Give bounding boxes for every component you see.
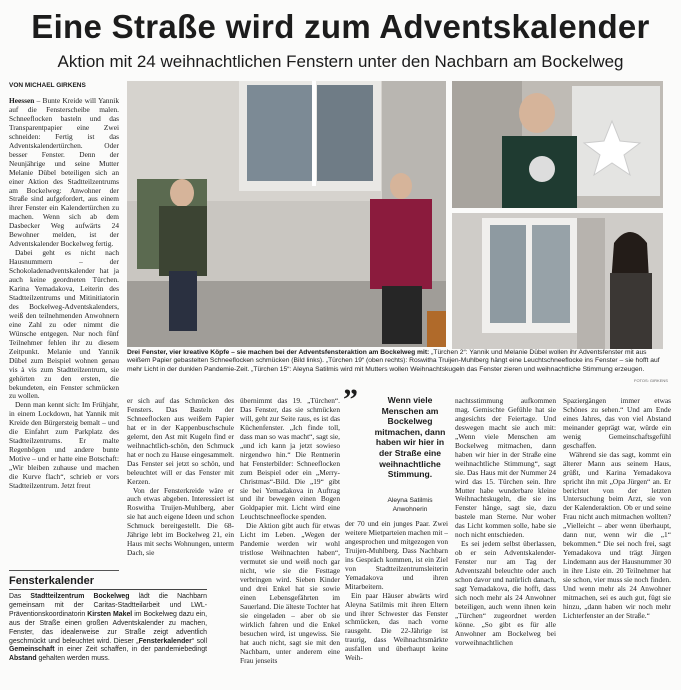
article-column-6	[563, 397, 671, 682]
paragraph: Von der Fensterkreide wäre er auch etwas abgeben. Interessiert ist Roswitha Truijen-Muhlberg, aber sie hat auch eigene Ideen und schon Schmuck bereitgestellt. Die 68-Jährige lebt im Bockelweg 21, ein Haus mit sechs Wohnungen, unterm Dach, sie	[127, 485, 234, 558]
dateline: Heessen	[9, 97, 35, 105]
paragraph: der 70 und ein junges Paar. Zwei weitere Mietparteien machen mit – angesprochen und mitgezogen von Truijen-Muhlberg. Dass Nachbarn ins Gespräch kommen, ist ein Ziel von Stadtteilzentrumsleiterin Yemadakova und ihren Mitarbeitern.	[345, 520, 448, 591]
photo-caption	[127, 349, 664, 374]
article-column-2	[127, 397, 234, 567]
article-column-1	[9, 97, 119, 567]
paragraph: Die Aktion gibt auch für etwas Licht im Leben. „Wegen der Pandemie werden wir wohl tristlose Weihnachten haben“, vermutet sie und weiß noch gar nicht, wie sie die Festtage verbringen wird. Sieben Kinder und drei Enkel hat sie sowie einen Lebensgefährten im Sauerland. Die älteste Tochter hat sie eingeladen – aber ob sie wirklich fahren und die Enkel besuchen wird, ist ungewiss. Sie hat auch nicht, sagt sie mit den Nachbarn, unter anderem eine Frau jenseits	[240, 521, 340, 665]
paragraph: Dabei geht es nicht nach Hausnummern – der Schokoladenadventskalender hat ja auch keine geordneten Türchen. Karina Yemadakova, Leiterin des Stadtteilzentrums und Mitinitiatorin des Bockelweg-Adventskalenders, weiß den teilnehmenden Anwohnern eine Zahl zu oder nimmt die Wünsche entgegen. Nur noch fünf Teilnehmer fehlen ihr zu diesem Zeitpunkt. Melanie und Yannik Dübel zum Beispiel wohnen genau vis à vis zum Stadtteilzentrum, sie gehörten zu den ersten, die bekundeten, ein Fenster schmücken zu wollen.	[9, 248, 119, 401]
divider	[9, 570, 119, 571]
article-column-3	[240, 397, 340, 682]
paragraph: nachtsstimmung aufkommen mag. Gemischte Gefühle hat sie angesichts der Feiertage. Und deswegen macht sie auch mit: „Wenn viele Menschen am Bockelweg mitmachen, dann haben wir hier in der Straße eine weihnachtliche Stimmung“, sagt sie. Das Haus mit der Nummer 24 wird das 15. Türchen sein. Ihre Mutter habe wunderbare kleine Weihnachtskugeln, die sie ins Fenster hänge, sagt sie, dazu bastele man Sterne. Nur woher das Licht kommen solle, habe sie noch nicht entschieden.	[455, 397, 556, 540]
quote-mark-icon: ”	[343, 383, 358, 416]
headline: Eine Straße wird zum Adventskalender	[31, 8, 650, 45]
divider	[9, 589, 207, 590]
photo-roswitha-window	[452, 81, 663, 208]
paragraph: übernimmt das 19. „Türchen“. Das Fenster, das sie schmücken will, geht zur Seite raus, es ist das Küchenfenster. „Ich finde toll, dass man so was macht“, sagt sie, „und ich kann ja jetzt sowieso nirgendwo hin.“ Die Rentnerin hat Fensterbilder: Schneeflocken zum Beispiel oder ein „Merry-Christmas“-Bild. Die „19“ gibt sie bei Yemadakova in Auftrag und ihr bewegen einen Bogen Goldpapier mit. Licht wird eine Leuchtschneeflocke spenden.	[240, 397, 340, 522]
photo-credit: FOTOS: GIRKENS	[634, 378, 668, 383]
caption-lead: Drei Fenster, vier kreative Köpfe – sie machen bei der Adventsfensteraktion am Bockelweg mit:	[127, 349, 430, 356]
paragraph: Ein paar Häuser abwärts wird Aleyna Satilmis mit ihren Eltern und ihrer Schwester das Fenster schmücken, das nach vorne rausgeht. Die 22-Jährige ist traurig, dass Weihnachtsmärkte ausfallen und überhaupt keine Weih-	[345, 590, 448, 663]
photo-aleyna-window	[452, 213, 663, 349]
paragraph: Während sie das sagt, kommt ein älterer Mann aus seinem Haus, grüßt, und Karina Yemadakova spricht ihn mit „Opa Jürgen“ an. Er berichtet von der letzten Untersuchung beim Arzt, sie von der Kalenderaktion. Ob er und seine Frau nicht auch mitmachen wollten? „Vielleicht – aber wenn überhaupt, dann nur, wenn wir die „1“ bekommen.“ Die sei noch frei, sagt Yemadakova und trägt Jürgen Lindemann aus der Hausnummer 30 in ihre Liste ein. 20 Teilnehmer hat sie schon, vier muss sie noch finden. Und wenn mehr als 24 Anwohner mitmachen, sei es auch gut, fügt sie hinzu, „dann haben wir noch mehr Lichterfenster an der Straße.“	[563, 449, 671, 620]
info-box-body: Das Stadtteilzentrum Bockelweg lädt die Nachbarn gemeinsam mit der Caritas-Stadtteilarbeit und LWL-Präventionskoordinatorin Kirsten Makel im Bockelweg dazu ein, aus der Straße einen großen Adventskalender zu machen, Fenster, das idealerweise zur Straße zeigt adventlich geschmückt und beleuchtet wird. Dieser „Fensterkalender“ soll Gemeinschaft in einer Zeit schaffen, in der pandemiebedingt Abstand gehalten werden muss.	[9, 593, 207, 663]
article-column-4	[345, 520, 448, 682]
quote-author: Aleyna Satilmis	[387, 497, 433, 504]
photo-yannik-melanie-roswitha	[127, 81, 446, 347]
paragraph: Es sei jedem selbst überlassen, ob er sein Adventskalender-Fenster nur am Tag der Adventszahl beleuchte oder auch schon davor und natürlich danach, sagt Yemadakova, die hofft, dass sich noch mehr als 24 Anwohner beteiligen, auch wenn ihnen kein „Türchen“ zugeordnet werden könne. „So gibt es für alle Anwohner am Bockelweg bei vorweihnachtlichen	[455, 539, 556, 647]
article-column-5	[455, 397, 556, 682]
info-box-title: Fensterkalender	[9, 575, 94, 587]
pull-quote: Wenn viele Menschen am Bockelweg mitmachen, dann haben wir hier in der Straße eine weihnachtliche Stimmung.	[374, 395, 446, 480]
caption-text: „Türchen 2“: Yannik und Melanie Dübel wollen ihr Adventsfenster mit aus weißem Papier gebastelten Schneeflocken schmücken (Bild links). „Türchen 19“ (oben rechts): Roswitha Truijen-Muhlberg hängt eine Leuchtschneeflocke ins Fenster – sie hofft auf mehr Licht in der dunklen Pandemie-Zeit. „Türchen 15“: Aleyna Satilmis wird mit Mutters wollen Weihnachtskugeln das Fenster zieren und weihnachtliche Stimmung erzeugen.	[127, 349, 660, 373]
quote-role: Anwohnerin	[392, 506, 428, 513]
byline: VON MICHAEL GIRKENS	[9, 82, 86, 89]
paragraph: – Bunte Kreide will Yannik auf die Fensterscheibe malen. Schneeflocken basteln und das Transparentpapier eine Zwei schneiden: Fertig ist das Adventskalendertürchen. Oder besser Fenster. Denn der Neunjährige und seine Mutter Melanie Dübel beteiligen sich an einer Aktion des Stadtteilzentrums am Bockelweg: Anwohner der Straße sind aufgefordert, aus einem ihrer Fenster ein Kalendertürchen zu machen. Wenn sich ab dem Dasbecker Weg aufwärts 24 Bewohner melden, ist der Adventskalender Bockelweg fertig.	[9, 97, 119, 249]
paragraph: Denn man kennt sich: Im Frühjahr, in einem Lockdown, hat Yannik mit Kreide den Bürgersteig bemalt – und die Einfahrt zum Parkplatz des Stadtteilzentrums. Er malte Regenbögen und andere bunte Motive – und er hatte eine Botschaft: „Wir bleiben zuhause und machen die Kurve flach“, schrieb er vors Stadtteilzentrum. Jetzt freut	[9, 400, 119, 490]
subheadline: Aktion mit 24 weihnachtlichen Fenstern unter den Nachbarn am Bockelweg	[57, 52, 624, 71]
info-box-fensterkalender	[9, 575, 207, 664]
paragraph: Spaziergängen immer etwas Schönes zu sehen.“ Und am Ende eines Jahres, das von viel Abstand meinander geprägt war, würde ein wenig Gemeinschaftsgefühl geschaffen.	[563, 397, 671, 450]
paragraph: er sich auf das Schmücken des Fensters. Das Basteln der Schneeflocken aus weißem Papier hat er in der Kappenbuschschule gelernt, den Ast mit Kugeln find er weihnachtlich-schön, den Schmuck hat er noch zu Hause eingesammelt. Das Fenster sei jetzt so schön, und beleuchtet will er das Fenster mit Kerzen.	[127, 397, 234, 486]
